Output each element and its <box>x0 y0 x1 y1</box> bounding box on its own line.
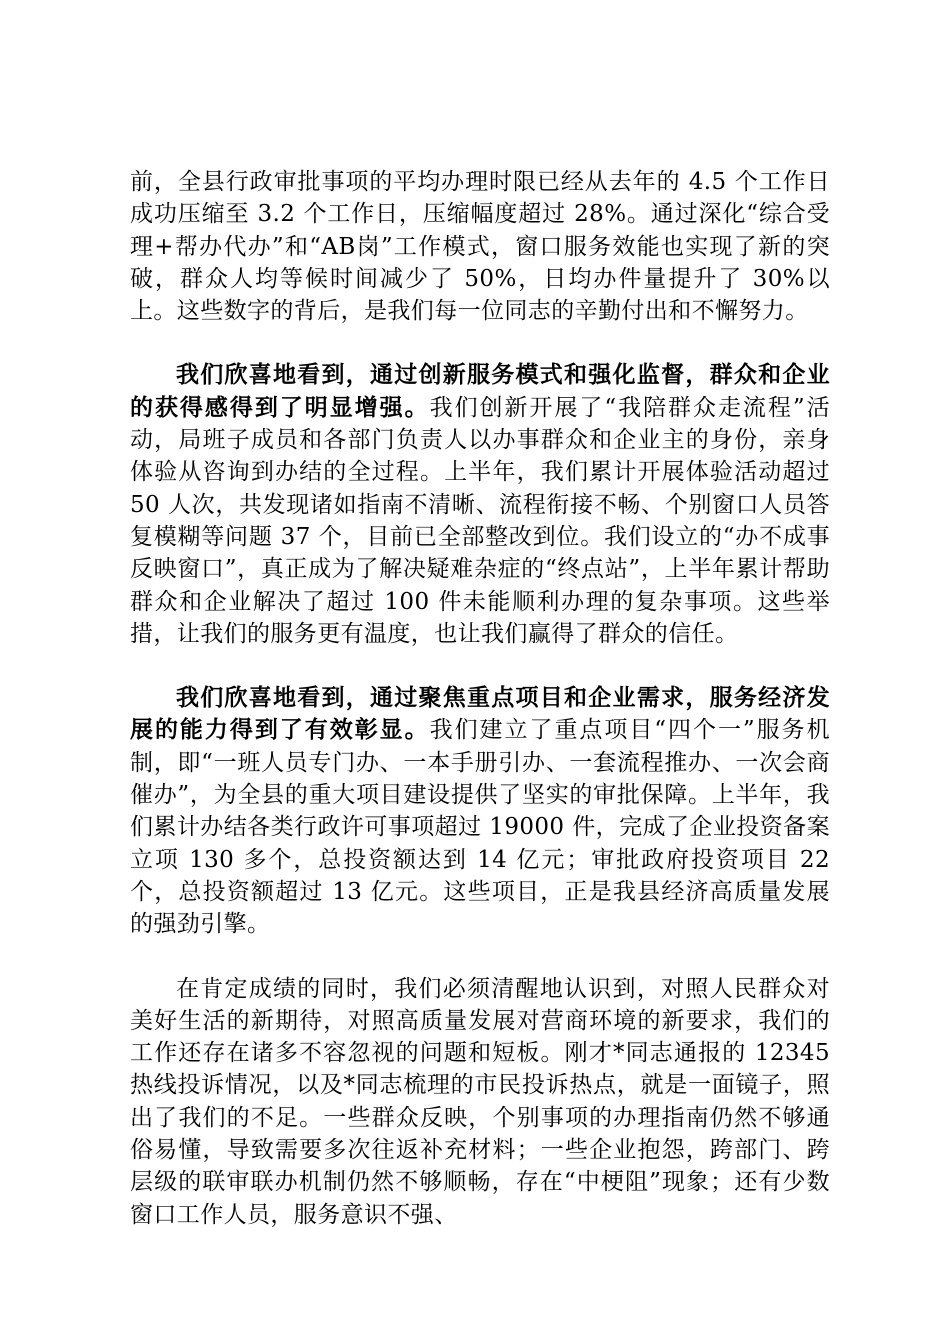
paragraph-2 <box>130 359 830 650</box>
paragraph-2-lead: 我们欣喜地看到，通过创新服务模式和强化监督，群众和企业的获得感得到了明显增强。 <box>130 361 830 421</box>
paragraph-1-text: 前，全县行政审批事项的平均办理时限已经从去年的 4.5 个工作日成功压缩至 3.2 个工作日，压缩幅度超过 28%。通过深化“综合受理+帮办代办”和“AB岗”工作模式，窗口服务效能也实现了新的突破，群众人均等候时间减少了 50%，日均办件量提升了 30%以上。这些数字的背后，是我们每一位同志的辛勤付出和不懈努力。 <box>130 169 830 325</box>
paragraph-4-text: 在肯定成绩的同时，我们必须清醒地认识到，对照人民群众对美好生活的新期待，对照高质量发展对营商环境的新要求，我们的工作还存在诸多不容忽视的问题和短板。刚才*同志通报的 12345 热线投诉情况，以及*同志梳理的市民投诉热点，就是一面镜子，照出了我们的不足。一些群众反映，个别事项的办理指南仍然不够通俗易懂，导致需要多次往返补充材料；一些企业抱怨，跨部门、跨层级的联审联办机制仍然不够顺畅，存在“中梗阻”现象；还有少数窗口工作人员，服务意识不强、 <box>130 975 830 1228</box>
paragraph-4 <box>130 973 830 1231</box>
paragraph-1 <box>130 166 830 327</box>
paragraph-2-text: 我们创新开展了“我陪群众走流程”活动，局班子成员和各部门负责人以办事群众和企业主的身份，亲身体验从咨询到办结的全过程。上半年，我们累计开展体验活动超过 50 人次，共发现诸如指南不清晰、流程衔接不畅、个别窗口人员答复模糊等问题 37 个，目前已全部整改到位。我们设立的“办不成事反映窗口”，真正成为了解决疑难杂症的“终点站”，上半年累计帮助群众和企业解决了超过 100 件未能顺利办理的复杂事项。这些举措，让我们的服务更有温度，也让我们赢得了群众的信任。 <box>130 394 830 647</box>
paragraph-3-lead: 我们欣喜地看到，通过聚焦重点项目和企业需求，服务经济发展的能力得到了有效彰显。 <box>130 684 830 744</box>
document-page <box>130 166 830 1263</box>
paragraph-3 <box>130 682 830 940</box>
paragraph-3-text: 我们建立了重点项目“四个一”服务机制，即“一班人员专门办、一本手册引办、一套流程推办、一次会商催办”，为全县的重大项目建设提供了坚实的审批保障。上半年，我们累计办结各类行政许可事项超过 19000 件，完成了企业投资备案立项 130 多个，总投资额达到 14 亿元；审批政府投资项目 22 个，总投资额超过 13 亿元。这些项目，正是我县经济高质量发展的强劲引擎。 <box>130 717 830 938</box>
